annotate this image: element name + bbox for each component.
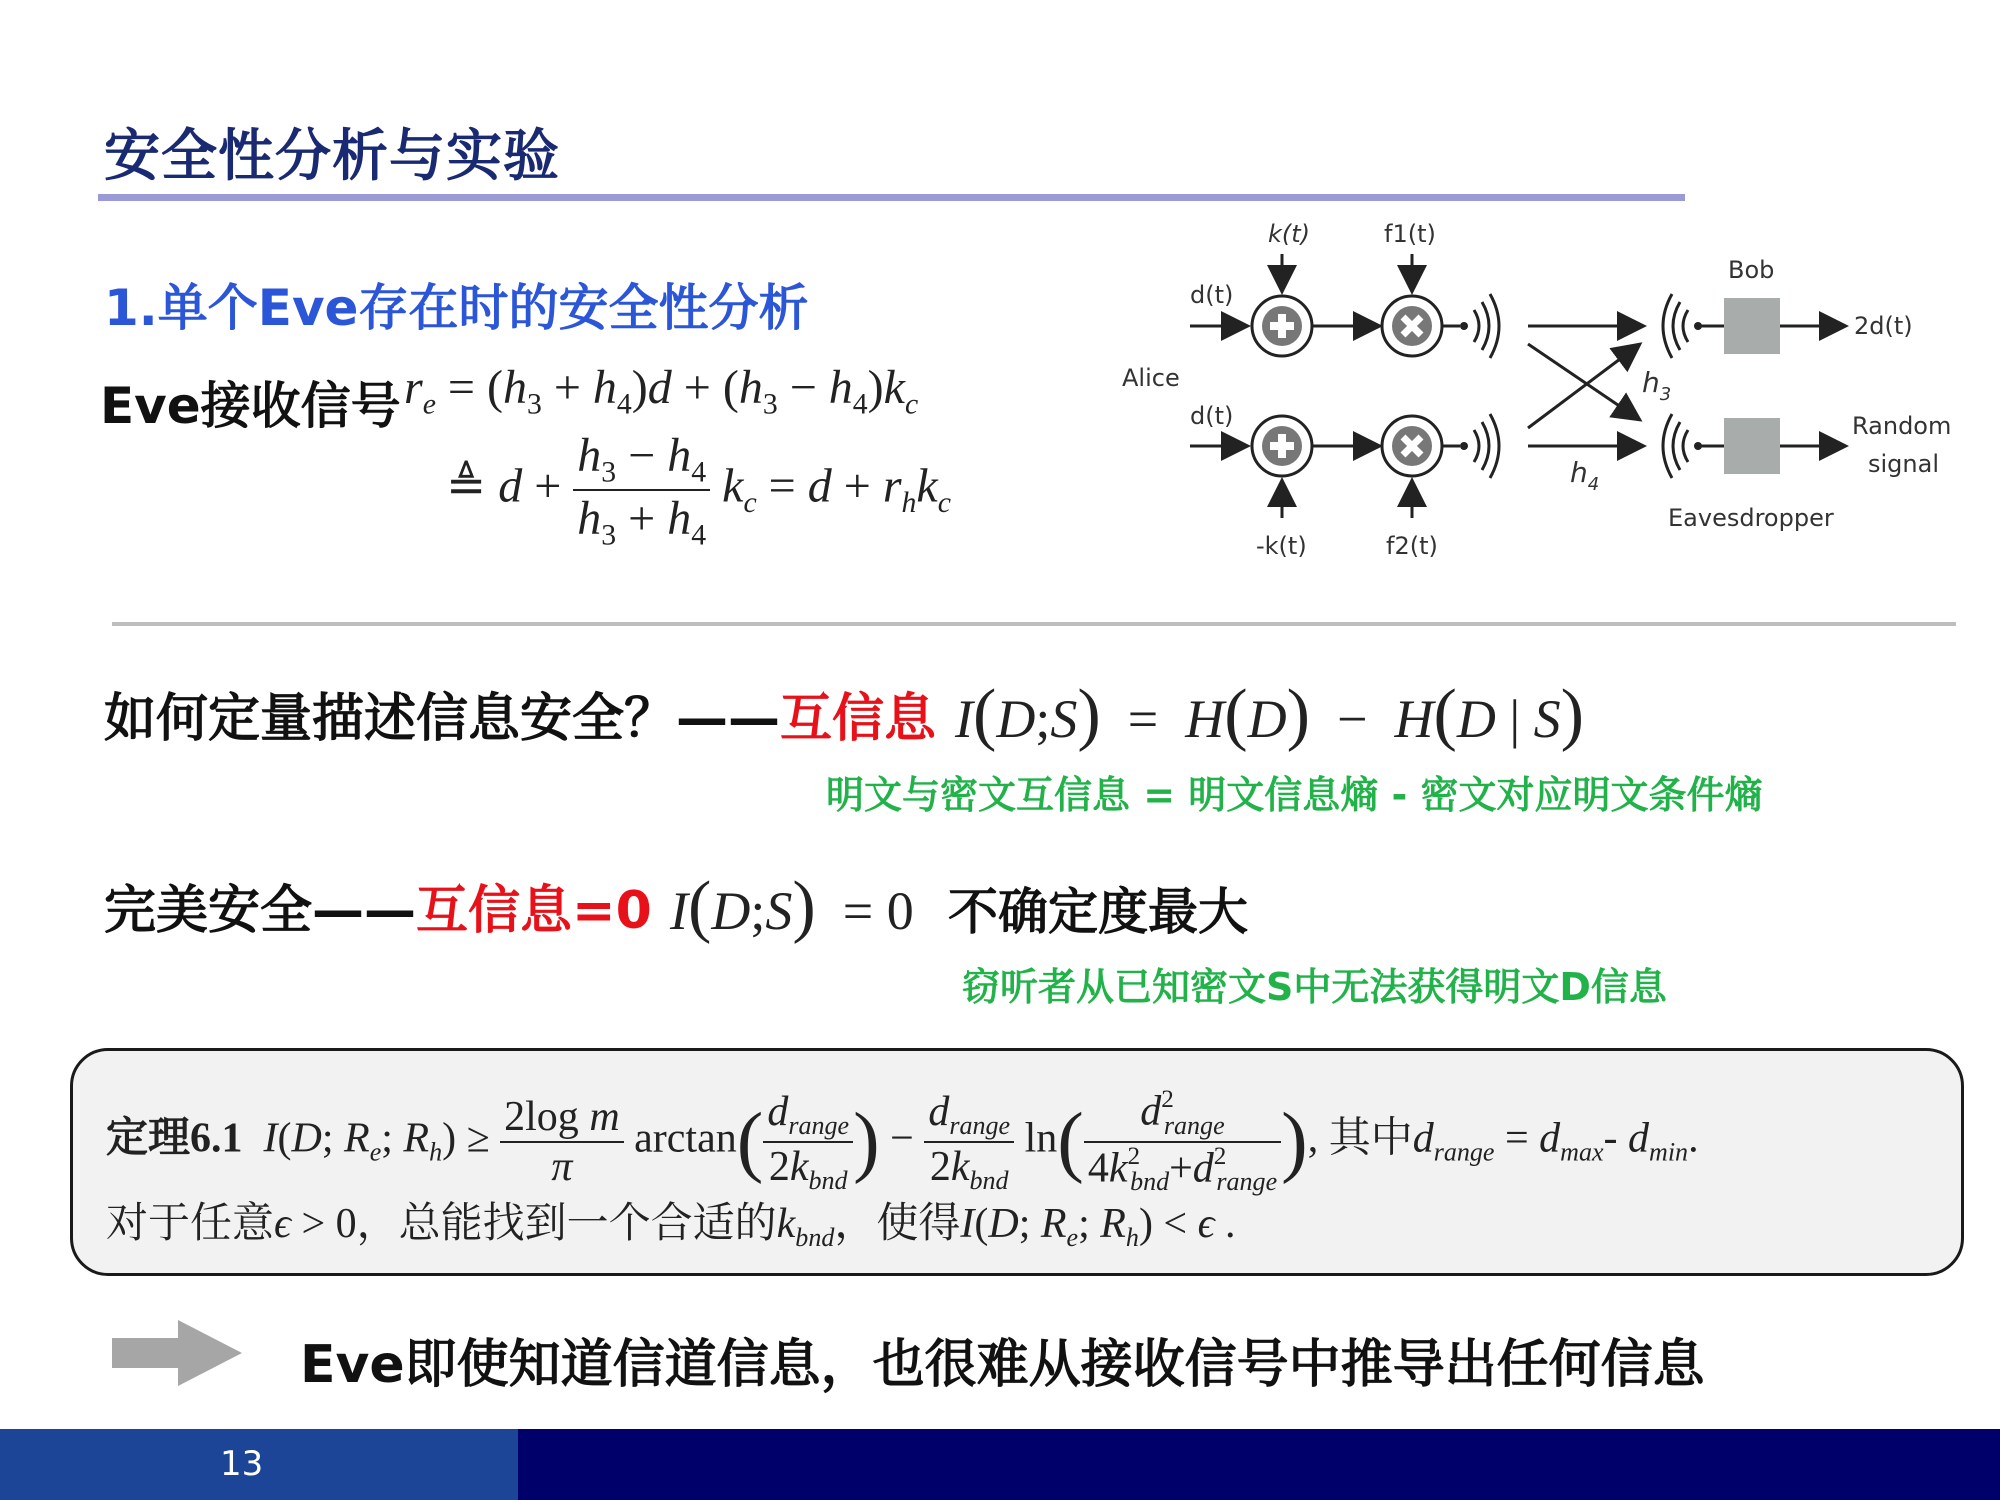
page-number: 13 [220, 1444, 264, 1484]
diagram-label-h4: $h_4$ [1570, 456, 1600, 495]
diagram-label-alice: Alice [1122, 364, 1180, 392]
eve-signal-label: Eve接收信号 [100, 377, 401, 435]
perfect-security-condition: 互信息=0 [416, 881, 652, 941]
diagram-label-signal: signal [1868, 450, 1939, 478]
mutual-info-term: 互信息 [780, 689, 937, 749]
title-underline [98, 194, 1685, 201]
diagram-label-f1: f1(t) [1384, 220, 1436, 248]
theorem-line2-b: ，总能找到一个合适的 [356, 1201, 777, 1247]
max-uncertainty-text: 不确定度最大 [948, 883, 1248, 941]
diagram-label-neg-k: -k(t) [1256, 532, 1307, 560]
diagram-label-f2: f2(t) [1386, 532, 1438, 560]
zero-mutual-info-formula: I(D;S) = 0 [670, 867, 914, 945]
eavesdropper-receiver-box [1724, 418, 1780, 474]
right-arrow-icon [112, 1320, 242, 1386]
perfect-security-line [104, 868, 652, 943]
section-heading: 1.单个Eve存在时的安全性分析 [104, 279, 809, 337]
theorem-statement: 定理6.1 I(D; $R_e$; $R_h$) ≥ $\frac{\text{2log m}}{\pi}$ arctan( $\frac{d_{range}}{2k_{bnd}}$ ) − $\frac{d_{range}}{2k_{bnd}}$ ln( $\frac{d^2_{range}}{4k^2_{bnd}+d^2_{range}}$ ), 其中$d_{range} = d_{max}-$ $d_{min}$. [106, 1086, 1699, 1197]
diagram-label-k: k(t) [1268, 220, 1311, 248]
diagram-label-eavesdropper: Eavesdropper [1668, 504, 1834, 532]
theorem-label: 定理6.1 [106, 1115, 243, 1162]
bob-receiver-box [1724, 298, 1780, 354]
section-divider [112, 622, 1956, 626]
perfect-security-text: 完美安全—— [104, 881, 417, 941]
diagram-label-d-top: d(t) [1190, 281, 1234, 309]
theorem-where: 其中 [1328, 1115, 1413, 1162]
diagram-label-bob-output: 2d(t) [1854, 312, 1913, 340]
mutual-info-caption: 明文与密文互信息 = 明文信息熵 - 密文对应明文条件熵 [826, 773, 1763, 817]
page-title: 安全性分析与实验 [104, 124, 560, 189]
question-text: 如何定量描述信息安全？—— [104, 689, 781, 749]
diagram-label-d-bottom: d(t) [1190, 402, 1234, 430]
diagram-label-random: Random [1852, 412, 1952, 440]
theorem-conclusion: 对于任意ϵ > 0，总能找到一个合适的$k_{bnd}$，使得I(D; $R_e$; $R_h) < \epsilon$ . [106, 1201, 1236, 1253]
equation-re: $r_e = (h_3 + h_4)d + (h_3 - h_4)k_c$ [404, 361, 919, 421]
eavesdropper-caption: 窃听者从已知密文S中无法获得明文D信息 [962, 965, 1667, 1009]
equation-rh: ≜ d + $\frac{h_3 - h_4}{h_3 + h_4}$ $k_c = d + r_hk_c$ [446, 429, 951, 552]
theorem-line2-a: 对于任意 [106, 1201, 275, 1247]
theorem-line2-c: ，使得 [834, 1201, 961, 1247]
question-line [104, 676, 936, 751]
conclusion-text: Eve即使知道信道信息，也很难从接收信号中推导出任何信息 [300, 1335, 1705, 1395]
mutual-info-formula: I(D;S) = H(D) − H(D | S) [955, 675, 1584, 753]
diagram-label-bob: Bob [1728, 256, 1775, 284]
channel-diagram [1110, 212, 1980, 582]
diagram-label-h3: $h_3$ [1642, 366, 1672, 405]
